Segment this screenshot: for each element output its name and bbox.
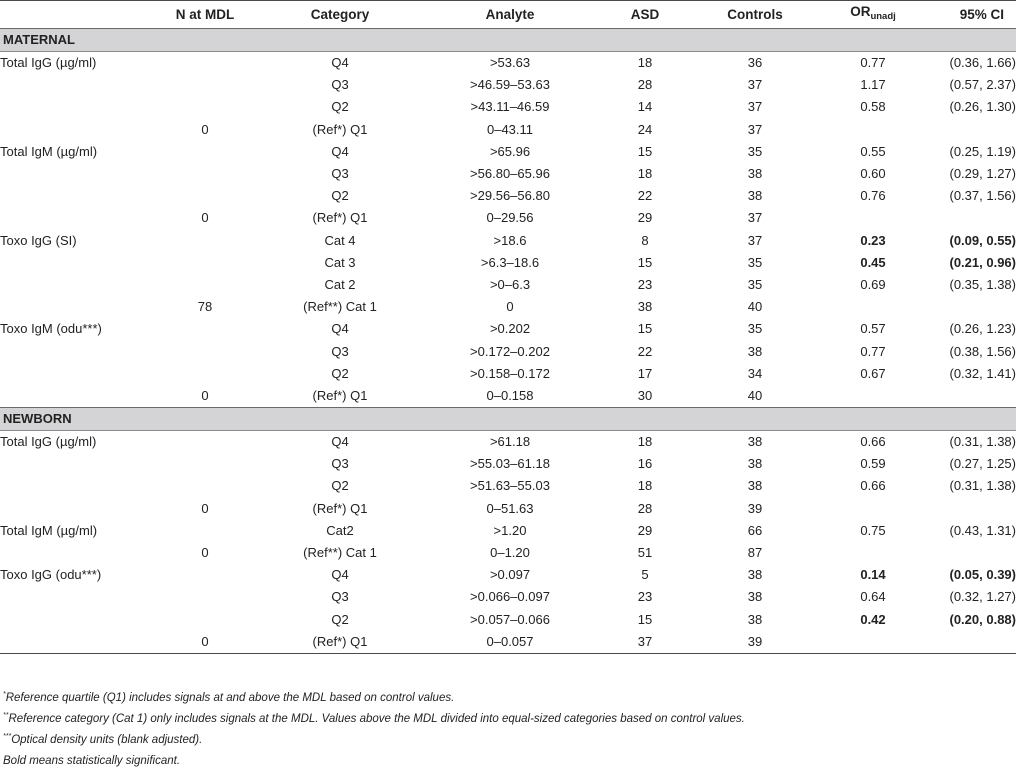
asd-cell: 8: [641, 232, 649, 248]
footnote-text: Optical density units (blank adjusted).: [11, 734, 203, 746]
or-cell: 0.66: [860, 434, 886, 450]
analyte-cell: 0: [506, 299, 514, 315]
table-row: [0, 385, 1016, 408]
controls-cell: 38: [747, 188, 763, 204]
or-cell: [820, 296, 926, 318]
row-label: [0, 385, 150, 408]
table-row: [0, 185, 1016, 207]
n-at-mdl-cell: [150, 274, 260, 296]
row-label: Toxo IgG (SI): [0, 232, 77, 248]
n-at-mdl-cell: 0: [201, 121, 209, 137]
ci-cell: (0.21, 0.96): [949, 254, 1016, 270]
controls-cell: 38: [747, 456, 763, 472]
category-cell: Q4: [331, 143, 349, 159]
table-row: [0, 318, 1016, 340]
analyte-cell: >6.3–18.6: [480, 254, 540, 270]
ci-cell: [926, 498, 1016, 520]
table-row: [0, 631, 1016, 654]
row-label: [0, 274, 150, 296]
table-row: [0, 542, 1016, 564]
asd-cell: 23: [637, 276, 653, 292]
category-cell: Q2: [331, 611, 349, 627]
ci-cell: (0.26, 1.23): [949, 321, 1016, 337]
asd-cell: 22: [637, 188, 653, 204]
asd-cell: 18: [637, 434, 653, 450]
ci-cell: (0.25, 1.19): [949, 143, 1016, 159]
asd-cell: 15: [637, 321, 653, 337]
footnote-text: Reference quartile (Q1) includes signals at and above the MDL based on control values.: [5, 692, 455, 704]
asd-cell: 22: [637, 343, 653, 359]
table-row: [0, 74, 1016, 96]
row-label: [0, 296, 150, 318]
controls-cell: 66: [747, 522, 763, 538]
ci-cell: (0.43, 1.31): [949, 522, 1016, 538]
category-cell: Q4: [331, 55, 349, 71]
row-label: [0, 340, 150, 362]
asd-cell: 38: [637, 299, 653, 315]
or-cell: [820, 631, 926, 654]
analyte-cell: >56.80–65.96: [470, 166, 550, 182]
footnotes: [3, 686, 745, 770]
asd-cell: 14: [637, 99, 653, 115]
header-controls: Controls: [690, 1, 820, 29]
asd-cell: 29: [637, 210, 653, 226]
ci-cell: (0.20, 0.88): [949, 611, 1016, 627]
or-cell: 0.75: [860, 522, 886, 538]
row-label: [0, 542, 150, 564]
ci-cell: (0.05, 0.39): [949, 567, 1016, 583]
section-header-row: [0, 408, 1016, 431]
or-cell: 0.77: [860, 343, 886, 359]
ci-cell: [926, 296, 1016, 318]
row-label: [0, 96, 150, 118]
row-label: [0, 631, 150, 654]
analyte-cell: >46.59–53.63: [470, 77, 550, 93]
table-row: [0, 475, 1016, 497]
analyte-cell: 0–1.20: [490, 545, 530, 561]
asd-cell: 17: [637, 365, 653, 381]
ci-cell: (0.09, 0.55): [949, 232, 1016, 248]
controls-cell: 38: [747, 434, 763, 450]
ci-cell: (0.29, 1.27): [949, 166, 1016, 182]
asd-cell: 23: [637, 589, 653, 605]
analyte-cell: >0.097: [489, 567, 531, 583]
controls-cell: 34: [747, 365, 763, 381]
row-label: [0, 586, 150, 608]
analyte-cell: >61.18: [489, 434, 531, 450]
ci-cell: (0.31, 1.38): [949, 434, 1016, 450]
table-row: [0, 498, 1016, 520]
table-row: [0, 453, 1016, 475]
n-at-mdl-cell: 78: [197, 299, 213, 315]
section-title: NEWBORN: [0, 408, 1016, 431]
table-row: [0, 230, 1016, 252]
category-cell: Q3: [331, 456, 349, 472]
category-cell: Q3: [331, 343, 349, 359]
row-label: [0, 453, 150, 475]
row-label: [0, 609, 150, 631]
header-or-main: OR: [850, 4, 871, 19]
category-cell: Q3: [331, 77, 349, 93]
controls-cell: 38: [747, 611, 763, 627]
or-cell: 0.57: [860, 321, 886, 337]
controls-cell: 37: [747, 77, 763, 93]
asd-cell: 51: [637, 545, 653, 561]
analyte-cell: 0–43.11: [486, 121, 534, 137]
controls-cell: 38: [747, 343, 763, 359]
n-at-mdl-cell: [150, 520, 260, 542]
or-cell: 0.67: [860, 365, 886, 381]
asd-cell: 18: [637, 166, 653, 182]
n-at-mdl-cell: [150, 230, 260, 252]
n-at-mdl-cell: [150, 163, 260, 185]
n-at-mdl-cell: [150, 363, 260, 385]
ci-cell: (0.32, 1.27): [949, 589, 1016, 605]
table-row: [0, 52, 1016, 75]
footnote: [3, 686, 745, 707]
analyte-cell: >53.63: [489, 55, 531, 71]
analyte-cell: 0–51.63: [486, 500, 534, 516]
ci-cell: (0.37, 1.56): [949, 188, 1016, 204]
ci-cell: [926, 207, 1016, 229]
n-at-mdl-cell: [150, 185, 260, 207]
row-label: Total IgM (µg/ml): [0, 143, 98, 159]
n-at-mdl-cell: [150, 96, 260, 118]
header-row: [0, 1, 1016, 29]
category-cell: Q2: [331, 99, 349, 115]
controls-cell: 35: [747, 321, 763, 337]
row-label: [0, 74, 150, 96]
or-cell: [820, 119, 926, 141]
or-cell: 0.14: [860, 567, 886, 583]
controls-cell: 38: [747, 589, 763, 605]
analyte-cell: 0–0.158: [486, 387, 534, 403]
asd-cell: 15: [637, 143, 653, 159]
footnote-mark: *: [3, 691, 6, 698]
ci-cell: [926, 385, 1016, 408]
table-row: [0, 207, 1016, 229]
controls-cell: 35: [747, 254, 763, 270]
row-label: Toxo IgM (odu***): [0, 321, 102, 337]
n-at-mdl-cell: [150, 74, 260, 96]
category-cell: Cat 4: [324, 232, 356, 248]
analyte-cell: >1.20: [493, 522, 527, 538]
ci-cell: (0.35, 1.38): [949, 276, 1016, 292]
analyte-cell: >29.56–56.80: [470, 188, 550, 204]
or-cell: [820, 498, 926, 520]
analyte-cell: >0.057–0.066: [470, 611, 550, 627]
asd-cell: 30: [637, 387, 653, 403]
or-cell: 0.69: [860, 276, 886, 292]
controls-cell: 40: [747, 299, 763, 315]
ci-cell: [926, 631, 1016, 654]
asd-cell: 18: [637, 478, 653, 494]
row-label: [0, 119, 150, 141]
n-at-mdl-cell: [150, 564, 260, 586]
row-label: Total IgG (µg/ml): [0, 55, 97, 71]
table-row: [0, 296, 1016, 318]
analyte-cell: >0.066–0.097: [470, 589, 550, 605]
controls-cell: 38: [747, 478, 763, 494]
category-cell: Q2: [331, 478, 349, 494]
analyte-cell: >0.158–0.172: [470, 365, 550, 381]
header-analyte: Analyte: [420, 1, 600, 29]
section-title: MATERNAL: [0, 29, 1016, 52]
table-row: [0, 586, 1016, 608]
n-at-mdl-cell: 0: [201, 387, 209, 403]
or-cell: 0.64: [860, 589, 886, 605]
controls-cell: 38: [747, 567, 763, 583]
controls-cell: 35: [747, 143, 763, 159]
category-cell: Cat 3: [324, 254, 356, 270]
table-row: [0, 119, 1016, 141]
ci-cell: [926, 542, 1016, 564]
table-row: [0, 340, 1016, 362]
asd-cell: 15: [637, 254, 653, 270]
footnote: [3, 749, 745, 770]
table-row: [0, 141, 1016, 163]
analyte-cell: 0–0.057: [420, 631, 600, 654]
controls-cell: 37: [747, 232, 763, 248]
ci-cell: (0.36, 1.66): [949, 55, 1016, 71]
asd-cell: 16: [637, 456, 653, 472]
header-asd: ASD: [600, 1, 690, 29]
footnote: [3, 728, 745, 749]
n-at-mdl-cell: [150, 609, 260, 631]
category-cell: Q3: [331, 166, 349, 182]
row-label: [0, 363, 150, 385]
header-or: [820, 1, 926, 29]
or-cell: 0.66: [860, 478, 886, 494]
table-row: [0, 96, 1016, 118]
category-cell: (Ref*) Q1: [312, 121, 368, 137]
analyte-cell: >18.6: [493, 232, 527, 248]
controls-cell: 39: [747, 500, 763, 516]
analyte-cell: >0.202: [489, 321, 531, 337]
asd-cell: 37: [600, 631, 690, 654]
footnote-text: Bold means statistically significant.: [3, 755, 181, 767]
row-label: Total IgG (µg/ml): [0, 434, 97, 450]
header-or-sub: unadj: [870, 11, 896, 22]
table-row: [0, 431, 1016, 454]
ci-cell: (0.57, 2.37): [949, 77, 1016, 93]
category-cell: Q3: [331, 589, 349, 605]
controls-cell: 37: [747, 99, 763, 115]
ci-cell: (0.26, 1.30): [949, 99, 1016, 115]
n-at-mdl-cell: [150, 252, 260, 274]
controls-cell: 40: [747, 387, 763, 403]
table-row: [0, 274, 1016, 296]
row-label: [0, 498, 150, 520]
category-cell: (Ref**) Cat 1: [303, 545, 377, 561]
section-header-row: [0, 29, 1016, 52]
category-cell: Q4: [331, 567, 349, 583]
table-row: [0, 564, 1016, 586]
ci-cell: (0.38, 1.56): [949, 343, 1016, 359]
or-cell: 0.45: [860, 254, 886, 270]
n-at-mdl-cell: [150, 52, 260, 75]
header-n-at-mdl: N at MDL: [150, 1, 260, 29]
category-cell: Cat2: [326, 522, 354, 538]
or-cell: [820, 385, 926, 408]
n-at-mdl-cell: [150, 431, 260, 454]
n-at-mdl-cell: [150, 586, 260, 608]
category-cell: Q4: [331, 321, 349, 337]
header-label: [0, 1, 150, 29]
row-label: [0, 252, 150, 274]
table-row: [0, 520, 1016, 542]
analyte-cell: >65.96: [489, 143, 531, 159]
controls-cell: 39: [690, 631, 820, 654]
ci-cell: (0.27, 1.25): [949, 456, 1016, 472]
table-row: [0, 609, 1016, 631]
or-cell: [820, 207, 926, 229]
footnote-mark: **: [3, 712, 9, 719]
controls-cell: 38: [747, 166, 763, 182]
n-at-mdl-cell: [150, 340, 260, 362]
analyte-cell: >43.11–46.59: [470, 99, 550, 115]
or-cell: [820, 542, 926, 564]
row-label: Total IgM (µg/ml): [0, 522, 98, 538]
or-cell: 0.76: [860, 188, 886, 204]
category-cell: Q2: [331, 188, 349, 204]
header-category: Category: [260, 1, 420, 29]
ci-cell: (0.31, 1.38): [949, 478, 1016, 494]
row-label: Toxo IgG (odu***): [0, 567, 102, 583]
or-cell: 0.59: [860, 456, 886, 472]
category-cell: Cat 2: [324, 276, 356, 292]
n-at-mdl-cell: 0: [201, 210, 209, 226]
n-at-mdl-cell: [150, 141, 260, 163]
ci-cell: (0.32, 1.41): [949, 365, 1016, 381]
row-label: [0, 163, 150, 185]
asd-cell: 24: [637, 121, 653, 137]
or-cell: 0.23: [860, 232, 886, 248]
ci-cell: [926, 119, 1016, 141]
footnote-mark: ***: [3, 733, 12, 740]
footnote-text: Reference category (Cat 1) only includes signals at the MDL. Values above the MDL divided into equal-sized categories based on control values.: [8, 713, 745, 725]
controls-cell: 35: [747, 276, 763, 292]
or-cell: 0.42: [860, 611, 886, 627]
or-cell: 1.17: [860, 77, 886, 93]
table-body: [0, 29, 1016, 654]
category-cell: Q2: [331, 365, 349, 381]
n-at-mdl-cell: 0: [150, 631, 260, 654]
n-at-mdl-cell: [150, 475, 260, 497]
category-cell: (Ref*) Q1: [312, 500, 368, 516]
or-cell: 0.60: [860, 166, 886, 182]
controls-cell: 37: [747, 210, 763, 226]
or-cell: 0.55: [860, 143, 886, 159]
asd-cell: 29: [637, 522, 653, 538]
n-at-mdl-cell: 0: [201, 500, 209, 516]
category-cell: (Ref*) Q1: [312, 210, 368, 226]
row-label: [0, 207, 150, 229]
header-ci: 95% CI: [926, 1, 1016, 29]
asd-cell: 28: [637, 500, 653, 516]
controls-cell: 37: [747, 121, 763, 137]
controls-cell: 36: [747, 55, 763, 71]
n-at-mdl-cell: [150, 453, 260, 475]
table-row: [0, 252, 1016, 274]
or-cell: 0.58: [860, 99, 886, 115]
or-cell: 0.77: [860, 55, 886, 71]
footnote: [3, 707, 745, 728]
analyte-cell: 0–29.56: [486, 210, 534, 226]
category-cell: (Ref*) Q1: [260, 631, 420, 654]
asd-cell: 28: [637, 77, 653, 93]
category-cell: Q4: [331, 434, 349, 450]
category-cell: (Ref**) Cat 1: [303, 299, 377, 315]
row-label: [0, 475, 150, 497]
controls-cell: 87: [747, 545, 763, 561]
category-cell: (Ref*) Q1: [312, 387, 368, 403]
n-at-mdl-cell: [150, 318, 260, 340]
table-row: [0, 363, 1016, 385]
analyte-cell: >0–6.3: [489, 276, 531, 292]
asd-cell: 18: [637, 55, 653, 71]
row-label: [0, 185, 150, 207]
analyte-cell: >0.172–0.202: [470, 343, 550, 359]
asd-cell: 5: [641, 567, 649, 583]
n-at-mdl-cell: 0: [201, 545, 209, 561]
asd-cell: 15: [637, 611, 653, 627]
analyte-cell: >55.03–61.18: [470, 456, 550, 472]
table-row: [0, 163, 1016, 185]
analyte-cell: >51.63–55.03: [470, 478, 550, 494]
